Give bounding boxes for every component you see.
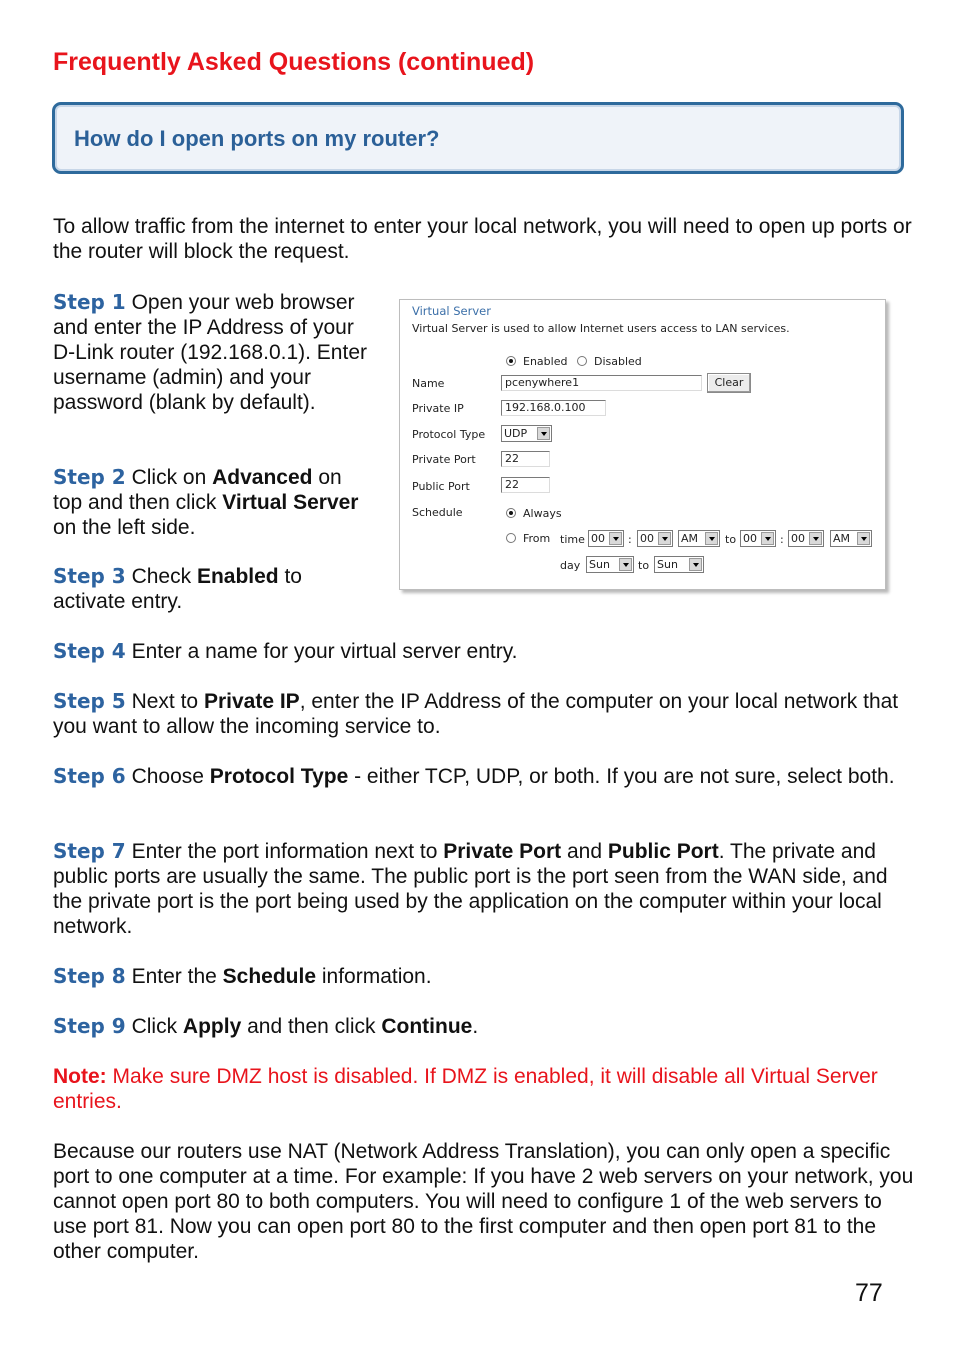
to-label-2: to bbox=[638, 559, 650, 572]
step-2-bold-advanced: Advanced bbox=[212, 466, 313, 489]
chevron-down-icon bbox=[689, 558, 702, 571]
public-port-label: Public Port bbox=[412, 480, 470, 493]
chevron-down-icon bbox=[619, 558, 632, 571]
step-9 bbox=[53, 1014, 918, 1039]
step-9-bold-apply: Apply bbox=[182, 1015, 242, 1038]
step-5-text-b: , enter the IP Address of the computer on your local network that you want to allow the incoming service to. bbox=[53, 690, 899, 738]
day-from-value: Sun bbox=[589, 558, 610, 571]
private-port-input[interactable]: 22 bbox=[501, 451, 550, 467]
dmz-note bbox=[53, 1064, 918, 1114]
page-title: Frequently Asked Questions (continued) bbox=[53, 48, 535, 76]
day-label: day bbox=[560, 559, 581, 572]
step-8-bold-schedule: Schedule bbox=[222, 965, 317, 988]
to-minute-select[interactable] bbox=[788, 530, 824, 547]
private-port-label: Private Port bbox=[412, 453, 476, 466]
page-number: 77 bbox=[855, 1279, 883, 1307]
virtual-server-screenshot bbox=[399, 299, 886, 590]
from-hour-value: 00 bbox=[591, 532, 605, 545]
step-9-text-b: and then click bbox=[241, 1015, 382, 1038]
to-ampm-select[interactable] bbox=[830, 530, 872, 547]
step-3-text-b: to activate entry. bbox=[53, 565, 302, 613]
name-input[interactable]: pcenywhere1 bbox=[501, 375, 702, 391]
step-7-bold-private-port: Private Port bbox=[443, 840, 562, 863]
step-3-label: Step 3 bbox=[53, 564, 126, 588]
question-box bbox=[52, 102, 904, 174]
chevron-down-icon bbox=[537, 427, 550, 440]
note-label: Note: bbox=[53, 1065, 107, 1088]
schedule-label: Schedule bbox=[412, 506, 463, 519]
step-4-text: Enter a name for your virtual server entry. bbox=[131, 640, 518, 663]
from-ampm-value: AM bbox=[681, 532, 699, 545]
vs-title: Virtual Server bbox=[412, 304, 491, 318]
step-2-text-a: Click on bbox=[131, 466, 213, 489]
step-4-label: Step 4 bbox=[53, 639, 126, 663]
to-minute-value: 00 bbox=[791, 532, 805, 545]
step-4 bbox=[53, 639, 918, 664]
from-minute-value: 00 bbox=[640, 532, 654, 545]
enabled-radio[interactable] bbox=[506, 356, 516, 366]
day-to-select[interactable] bbox=[654, 556, 704, 573]
to-hour-value: 00 bbox=[743, 532, 757, 545]
private-ip-label: Private IP bbox=[412, 402, 464, 415]
chevron-down-icon bbox=[658, 532, 671, 545]
step-8-text-a: Enter the bbox=[131, 965, 223, 988]
step-5 bbox=[53, 689, 918, 739]
note-text: Make sure DMZ host is disabled. If DMZ is enabled, it will disable all Virtual Server entries. bbox=[53, 1065, 878, 1113]
step-5-text-a: Next to bbox=[131, 690, 204, 713]
from-ampm-select[interactable] bbox=[678, 530, 720, 547]
chevron-down-icon bbox=[857, 532, 870, 545]
always-label: Always bbox=[523, 507, 562, 520]
from-minute-select[interactable] bbox=[637, 530, 673, 547]
chevron-down-icon bbox=[705, 532, 718, 545]
step-2-label: Step 2 bbox=[53, 465, 126, 489]
protocol-value: UDP bbox=[504, 427, 528, 440]
step-7-text-c: . The private and public ports are usually the same. The public port is the port seen from the WAN side, and the private port is the port being used by the application on the computer within your local network. bbox=[53, 840, 888, 938]
clear-button[interactable]: Clear bbox=[707, 373, 751, 393]
chevron-down-icon bbox=[809, 532, 822, 545]
enabled-label: Enabled bbox=[523, 355, 568, 368]
to-ampm-value: AM bbox=[833, 532, 851, 545]
step-7-bold-public-port: Public Port bbox=[607, 840, 719, 863]
step-8 bbox=[53, 964, 918, 989]
step-8-label: Step 8 bbox=[53, 964, 126, 988]
step-7-text-a: Enter the port information next to bbox=[131, 840, 444, 863]
step-7-label: Step 7 bbox=[53, 839, 126, 863]
step-3-text-a: Check bbox=[131, 565, 197, 588]
step-9-text-c: . bbox=[472, 1015, 479, 1038]
step-5-label: Step 5 bbox=[53, 689, 126, 713]
step-9-label: Step 9 bbox=[53, 1014, 126, 1038]
step-1-label: Step 1 bbox=[53, 290, 126, 314]
protocol-select[interactable] bbox=[501, 425, 552, 442]
from-hour-select[interactable] bbox=[588, 530, 624, 547]
step-7-text-b: and bbox=[561, 840, 608, 863]
name-label: Name bbox=[412, 377, 445, 390]
colon-1: : bbox=[628, 533, 632, 546]
step-6-bold-protocol-type: Protocol Type bbox=[209, 765, 349, 788]
step-1-text: Open your web browser and enter the IP Address of your D-Link router (192.168.0.1). Enter username (admin) and your password (blank by default). bbox=[53, 291, 367, 414]
time-label: time bbox=[560, 533, 585, 546]
public-port-input[interactable]: 22 bbox=[501, 477, 550, 493]
always-radio[interactable] bbox=[506, 508, 516, 518]
disabled-label: Disabled bbox=[594, 355, 642, 368]
step-6-text-b: - either TCP, UDP, or both. If you are not sure, select both. bbox=[348, 765, 895, 788]
step-2 bbox=[53, 465, 371, 540]
from-radio[interactable] bbox=[506, 533, 516, 543]
step-6-text-a: Choose bbox=[131, 765, 210, 788]
step-8-text-b: information. bbox=[316, 965, 432, 988]
to-hour-select[interactable] bbox=[740, 530, 776, 547]
chevron-down-icon bbox=[609, 532, 622, 545]
chevron-down-icon bbox=[761, 532, 774, 545]
from-label: From bbox=[523, 532, 551, 545]
private-ip-input[interactable]: 192.168.0.100 bbox=[501, 400, 606, 416]
step-9-bold-continue: Continue bbox=[381, 1015, 473, 1038]
protocol-label: Protocol Type bbox=[412, 428, 486, 441]
step-7 bbox=[53, 839, 918, 939]
disabled-radio[interactable] bbox=[577, 356, 587, 366]
step-3 bbox=[53, 564, 371, 614]
to-label-1: to bbox=[725, 533, 737, 546]
step-1 bbox=[53, 290, 371, 415]
step-2-text-c: on the left side. bbox=[53, 516, 196, 539]
step-9-text-a: Click bbox=[131, 1015, 183, 1038]
step-3-bold-enabled: Enabled bbox=[196, 565, 279, 588]
question-text: How do I open ports on my router? bbox=[74, 126, 440, 151]
step-6-label: Step 6 bbox=[53, 764, 126, 788]
intro-paragraph: To allow traffic from the internet to enter your local network, you will need to open up ports or the router will block the request. bbox=[53, 215, 912, 263]
colon-2: : bbox=[780, 533, 784, 546]
day-from-select[interactable] bbox=[586, 556, 634, 573]
step-5-bold-private-ip: Private IP bbox=[203, 690, 300, 713]
vs-description: Virtual Server is used to allow Internet users access to LAN services. bbox=[412, 322, 790, 335]
step-2-text-b: on top and then click bbox=[53, 466, 342, 514]
step-6 bbox=[53, 764, 918, 789]
day-to-value: Sun bbox=[657, 558, 678, 571]
step-2-bold-virtual-server: Virtual Server bbox=[222, 491, 359, 514]
closing-paragraph: Because our routers use NAT (Network Address Translation), you can only open a specific port to one computer at a time. For example: If you have 2 web servers on your network, you cannot open port 80 to both computers. You will need to configure 1 of the web servers to use port 81. Now you can open port 80 to the first computer and then open port 81 to the other computer. bbox=[53, 1140, 914, 1263]
